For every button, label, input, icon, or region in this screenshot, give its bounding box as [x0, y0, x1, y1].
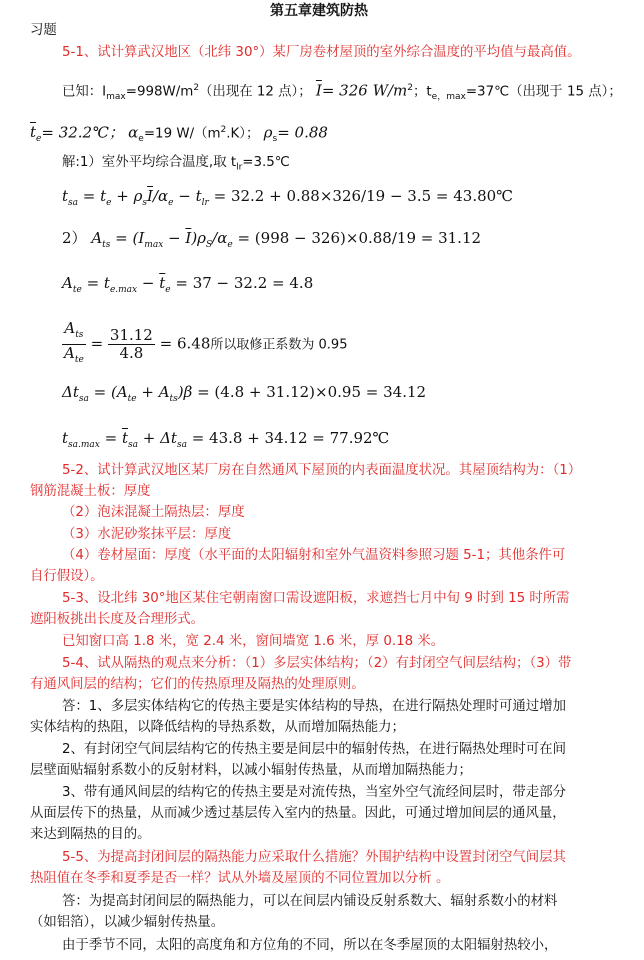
answer-5-4-1b: 实体结构的热阻，以降低结构的导热系数，从而增加隔热能力；	[30, 720, 405, 735]
answer-5-4-1: 答：1、多层实体结构它的传热主要是实体结构的导热，在进行隔热处理时可通过增加	[62, 699, 566, 714]
question-5-2: 5-2、试计算武汉地区某厂房在自然通风下屋顶的内表面温度状况。其屋顶结构为：（1）	[62, 463, 582, 478]
question-5-4-line2: 有通风间层的结构；它们的传热原理及隔热的处理原则。	[30, 677, 365, 692]
solution-step-1: 解:1）室外平均综合温度,取 $t_{lr}=3.5℃$	[62, 155, 290, 173]
question-5-5: 5-5、为提高封闭间层的隔热能力应采取什么措施？外围护结构中设置封闭空气间层其	[62, 850, 566, 865]
answer-5-4-3c: 来达到隔热的目的。	[30, 827, 151, 842]
question-5-2-item4: （4）卷材屋面：厚度（水平面的太阳辐射和室外气温资料参照习题 5-1；其他条件可	[62, 548, 566, 563]
question-5-2-item2: （2）泡沫混凝土隔热层：厚度	[62, 505, 245, 520]
question-5-5-line2: 热阻值在冬季和夏季是否一样？试从外墙及屋顶的不同位置加以分析 。	[30, 871, 450, 886]
answer-5-4-3b: 从面层传下的热量，从而减少透过基层传入室内的热量。因此，可通过增加间层的通风量，	[30, 806, 566, 821]
given-line-2: $\overline{t}_e=$ 32.2℃； $\alpha_e=19$ $W/(m^2.K)$； $\rho_s= 0.88$	[30, 123, 328, 145]
answer-5-4-3: 3、带有通风间层的结构它的传热主要是对流传热，当室外空气流经间层时，带走部分	[62, 785, 566, 800]
equation-2: 2） $A_{ts} = (I_{max} - \overline{I})\rho_S/\alpha_e = (998 - 326)\times 0.88/19 = 31.12$	[62, 229, 482, 250]
equation-4: $\frac{A_{ts}}{A_{te}}$ = $\frac{31.12}{4.8}$ = 6.48所以取修正系数为 0.95	[64, 319, 348, 365]
question-5-3: 5-3、设北纬 30°地区某住宅朝南窗口需设遮阳板，求遮挡七月中旬 9 时到 15 时所需	[62, 591, 570, 606]
answer-5-4-2: 2、有封闭空气间层结构它的传热主要是间层中的辐射传热，在进行隔热处理时可在间	[62, 742, 566, 757]
question-5-2-item4b: 自行假设）。	[30, 569, 104, 584]
answer-5-4-2b: 层壁面贴辐射系数小的反射材料，以减小辐射传热量，从而增加隔热能力；	[30, 763, 472, 778]
chapter-title: 第五章建筑防热	[270, 3, 368, 19]
answer-5-5-1b: （如铝箔），以减少辐射传热量。	[30, 915, 225, 930]
equation-1: $t_{sa} = t_e + \rho_s\overline{I}/\alpha_e - t_{lr} = 32.2 + 0.88\times 326/19 - 3.5$ = 43.80℃	[62, 187, 513, 208]
question-5-3-line3: 已知窗口高 1.8 米，宽 2.4 米，窗间墙宽 1.6 米，厚 0.18 米。	[62, 634, 445, 649]
given-line-1: 已知：$I_{max}=998W/m^2$（出现在 12 点）； $\overline{I}= 326$ $W/m^2$；$t_{e,max}=37℃$（出现于 15 点）；	[62, 81, 622, 103]
answer-5-5-2: 由于季节不同，太阳的高度角和方位角的不同，所以在冬季屋顶的太阳辐射热较小，	[62, 938, 558, 953]
equation-3: $A_{te} = t_{e.max} - \overline{t}_e = 37 - 32.2 = 4.8$	[62, 274, 314, 295]
question-5-2-line2: 钢筋混凝土板：厚度	[30, 484, 151, 499]
equation-5: $\Delta t_{sa} = (A_{te} + A_{ts})\beta = (4.8 + 31.12)\times 0.95 = 34.12$	[62, 383, 427, 404]
question-5-3-line2: 遮阳板挑出长度及合理形式。	[30, 612, 205, 627]
answer-5-5-1: 答：为提高封闭间层的隔热能力，可以在间层内铺设反射系数大、辐射系数小的材料	[62, 894, 558, 909]
question-5-1: 5-1、试计算武汉地区（北纬 30°）某厂房卷材屋顶的室外综合温度的平均值与最高值。	[62, 45, 581, 60]
equation-6: $t_{sa.max} = \overline{t}_{sa} + \Delta t_{sa} = 43.8 + 34.12$ = 77.92℃	[62, 429, 390, 450]
question-5-4: 5-4、试从隔热的观点来分析：（1）多层实体结构；（2）有封闭空气间层结构；（3）带	[62, 656, 572, 671]
section-heading: 习题	[30, 23, 57, 38]
question-5-2-item3: （3）水泥砂浆抹平层：厚度	[62, 527, 232, 542]
